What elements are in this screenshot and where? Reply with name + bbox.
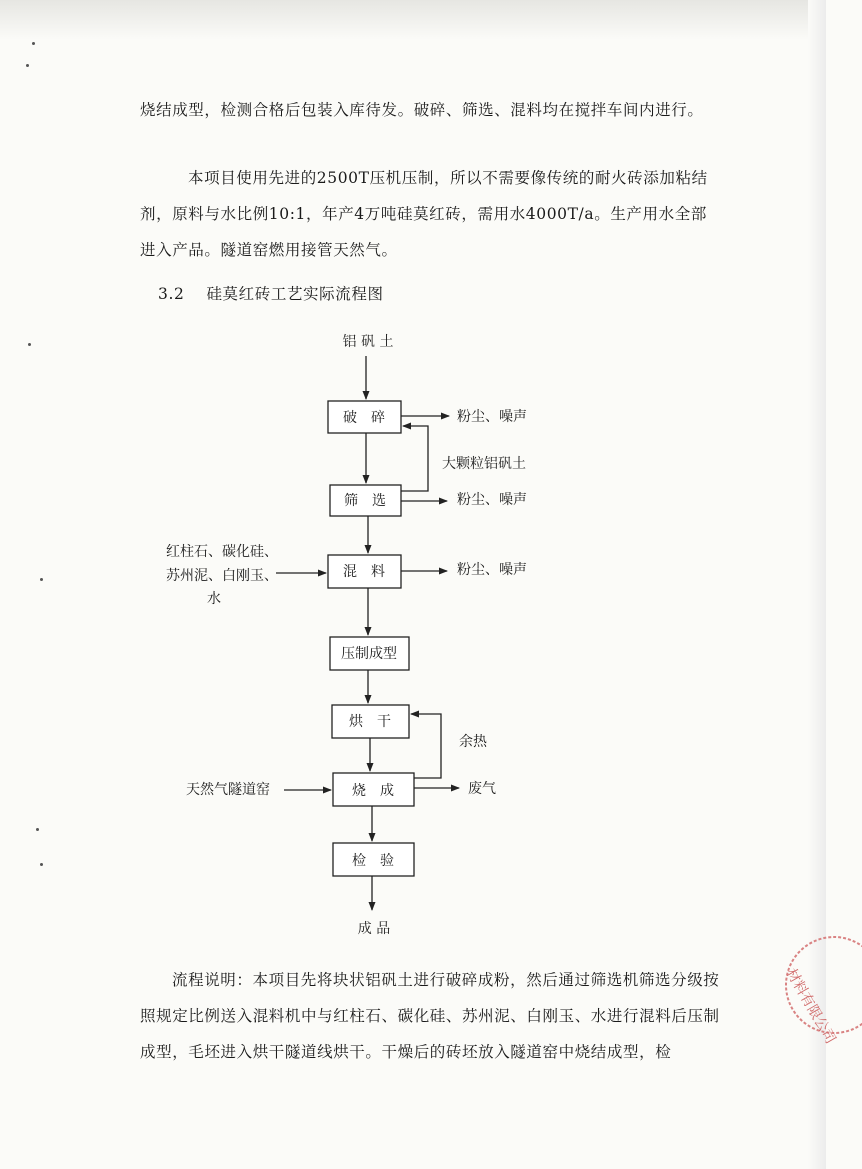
section-title: 硅莫红砖工艺实际流程图 — [206, 285, 384, 303]
crush-output-label: 粉尘、噪声 — [457, 409, 527, 425]
scan-speck — [36, 828, 39, 831]
company-seal-stamp — [772, 930, 862, 1047]
input-bauxite-label: 铝 矾 土 — [342, 334, 394, 350]
recycle-coarse-label: 大颗粒铝矾土 — [442, 456, 526, 472]
mix-input-line-3: 水 — [207, 591, 221, 607]
waste-heat-label: 余热 — [459, 734, 487, 750]
mix-input-line-2: 苏州泥、白刚玉、 — [166, 568, 278, 584]
paragraph-flow-description: 流程说明：本项目先将块状铝矾土进行破碎成粉，然后通过筛选机筛选分级按照规定比例送入混料机中与红柱石、碳化硅、苏州泥、白刚玉、水进行混料后压制成型，毛坯进入烘干隧道线烘干。干燥后的砖坯放入隧道窑中烧结成型，检 — [140, 971, 720, 1061]
step-crush-label: 破 碎 — [343, 410, 385, 426]
scan-speck — [26, 64, 29, 67]
step-press-label: 压制成型 — [341, 646, 397, 662]
screen-output-label: 粉尘、噪声 — [457, 492, 527, 508]
step-mix-label: 混 料 — [343, 564, 385, 580]
paragraph-continuation: 烧结成型，检测合格后包装入库待发。破碎、筛选、混料均在搅拌车间内进行。 — [140, 101, 704, 119]
scan-speck — [28, 343, 31, 346]
paragraph-water-usage: 本项目使用先进的2500T压机压制，所以不需要像传统的耐火砖添加粘结剂，原料与水比例10:1，年产4万吨硅莫红砖，需用水4000T/a。生产用水全部进入产品。隧道窑燃用接管天然气。 — [140, 169, 708, 259]
seal-text: 材料有限公司 — [782, 966, 839, 1047]
step-screen-label: 筛 选 — [344, 493, 386, 509]
fuel-input-label: 天然气隧道窑 — [186, 782, 270, 798]
scan-speck — [32, 42, 35, 45]
step-inspect-label: 检 验 — [352, 853, 394, 869]
step-dry-label: 烘 干 — [349, 714, 391, 730]
scan-speck — [40, 578, 43, 581]
mix-output-label: 粉尘、噪声 — [457, 562, 527, 578]
final-product-label: 成 品 — [357, 921, 391, 937]
fire-output-label: 废气 — [468, 781, 496, 797]
scan-speck — [40, 863, 43, 866]
step-fire-label: 烧 成 — [352, 783, 394, 799]
arrow-waste-heat — [411, 714, 441, 778]
section-number: 3.2 — [158, 285, 185, 303]
arrow-recycle-coarse — [401, 426, 428, 491]
mix-input-line-1: 红柱石、碳化硅、 — [166, 544, 278, 560]
